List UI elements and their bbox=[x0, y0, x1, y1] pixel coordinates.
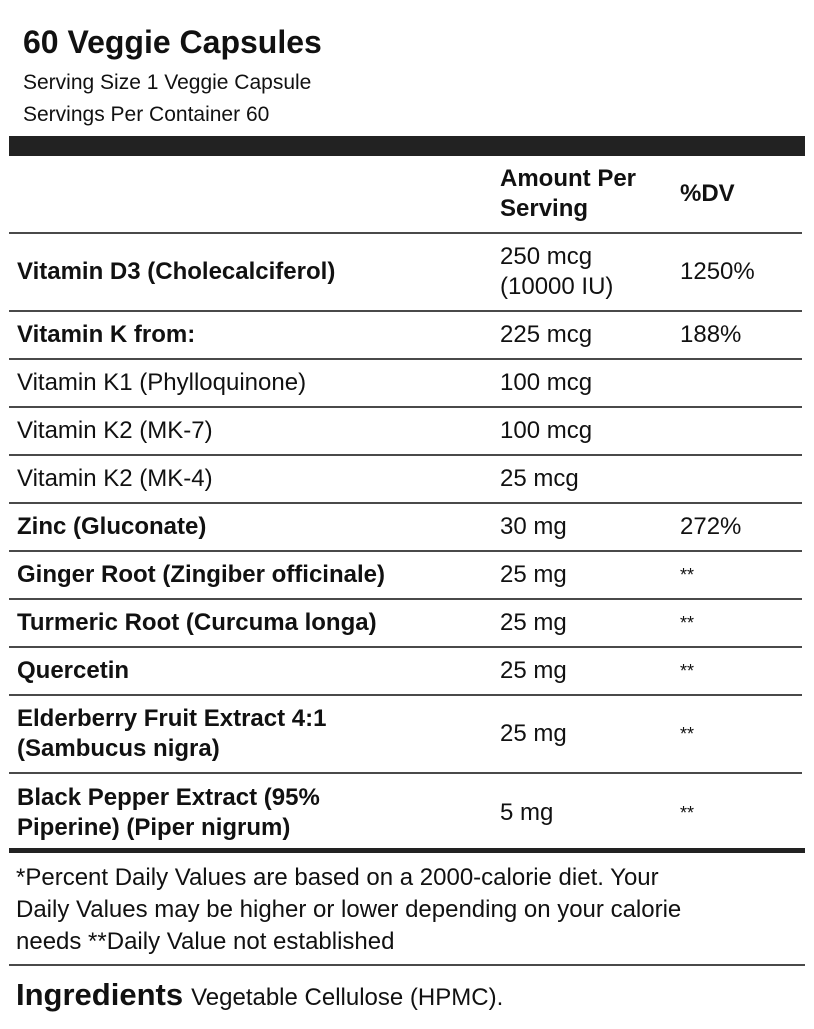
nutrient-dv: ** bbox=[671, 647, 802, 695]
servings-per-container: Servings Per Container 60 bbox=[23, 103, 270, 126]
table-row bbox=[9, 503, 802, 551]
table-row bbox=[9, 695, 802, 773]
nutrient-name bbox=[9, 773, 491, 851]
amount-column-header bbox=[491, 156, 671, 233]
name-line1: Black Pepper Extract (95% bbox=[17, 783, 320, 811]
table-row bbox=[9, 233, 802, 311]
nutrient-dv bbox=[671, 407, 802, 455]
header-divider-bar bbox=[9, 136, 805, 156]
footnote-line2: Daily Values may be higher or lower depending on your calorie bbox=[16, 896, 682, 923]
supplement-facts-table bbox=[9, 156, 802, 851]
nutrient-dv bbox=[671, 455, 802, 503]
footnote-line3: needs **Daily Value not established bbox=[16, 928, 395, 955]
nutrient-name: Vitamin K1 (Phylloquinone) bbox=[9, 359, 491, 407]
nutrient-name: Vitamin K from: bbox=[9, 311, 491, 359]
nutrient-name: Vitamin K2 (MK-7) bbox=[9, 407, 491, 455]
ingredients-label: Ingredients bbox=[16, 977, 184, 1012]
name-line2: Piperine) (Piper nigrum) bbox=[17, 813, 291, 841]
nutrient-amount: 100 mcg bbox=[491, 359, 671, 407]
amount-line2: (10000 IU) bbox=[500, 273, 614, 300]
nutrient-amount: 100 mcg bbox=[491, 407, 671, 455]
nutrient-dv: ** bbox=[671, 599, 802, 647]
table-row bbox=[9, 407, 802, 455]
nutrient-amount: 5 mg bbox=[491, 773, 671, 851]
nutrient-amount: 225 mcg bbox=[491, 311, 671, 359]
nutrient-name bbox=[9, 695, 491, 773]
nutrient-name: Zinc (Gluconate) bbox=[9, 503, 491, 551]
nutrient-amount: 25 mg bbox=[491, 551, 671, 599]
ingredients-value: Vegetable Cellulose (HPMC). bbox=[191, 984, 504, 1011]
nutrient-amount: 25 mg bbox=[491, 695, 671, 773]
nutrient-dv bbox=[671, 359, 802, 407]
nutrient-dv: ** bbox=[671, 551, 802, 599]
amount-line1: 250 mcg bbox=[500, 243, 593, 270]
footnote bbox=[16, 862, 806, 958]
ingredients-divider bbox=[9, 964, 805, 966]
nutrient-amount: 25 mg bbox=[491, 599, 671, 647]
nutrient-name: Vitamin K2 (MK-4) bbox=[9, 455, 491, 503]
nutrient-name: Turmeric Root (Curcuma longa) bbox=[9, 599, 491, 647]
serving-size: Serving Size 1 Veggie Capsule bbox=[23, 71, 312, 94]
ingredients-section bbox=[16, 976, 503, 1017]
table-row bbox=[9, 311, 802, 359]
table-bottom-bar bbox=[9, 848, 805, 853]
nutrient-name: Ginger Root (Zingiber officinale) bbox=[9, 551, 491, 599]
name-line2: (Sambucus nigra) bbox=[17, 735, 220, 762]
nutrient-amount: 25 mg bbox=[491, 647, 671, 695]
dv-column-header: %DV bbox=[680, 180, 735, 207]
nutrient-name: Quercetin bbox=[9, 647, 491, 695]
nutrient-dv: ** bbox=[671, 695, 802, 773]
product-title: 60 Veggie Capsules bbox=[23, 24, 322, 60]
table-header-row bbox=[9, 156, 802, 233]
nutrient-dv: 1250% bbox=[671, 233, 802, 311]
nutrient-dv: 188% bbox=[671, 311, 802, 359]
table-row bbox=[9, 359, 802, 407]
name-column-header bbox=[9, 156, 491, 233]
nutrient-amount bbox=[491, 233, 671, 311]
table-row bbox=[9, 773, 802, 851]
table-row bbox=[9, 599, 802, 647]
nutrient-name: Vitamin D3 (Cholecalciferol) bbox=[9, 233, 491, 311]
footnote-line1: *Percent Daily Values are based on a 2000-calorie diet. Your bbox=[16, 864, 659, 891]
table-row bbox=[9, 455, 802, 503]
nutrient-dv: 272% bbox=[671, 503, 802, 551]
amount-header-line2: Serving bbox=[500, 195, 589, 222]
nutrient-amount: 30 mg bbox=[491, 503, 671, 551]
amount-header-line1: Amount Per bbox=[500, 165, 637, 192]
table-row bbox=[9, 647, 802, 695]
nutrient-dv: ** bbox=[671, 773, 802, 851]
name-line1: Elderberry Fruit Extract 4:1 bbox=[17, 705, 327, 732]
table-row bbox=[9, 551, 802, 599]
nutrient-amount: 25 mcg bbox=[491, 455, 671, 503]
